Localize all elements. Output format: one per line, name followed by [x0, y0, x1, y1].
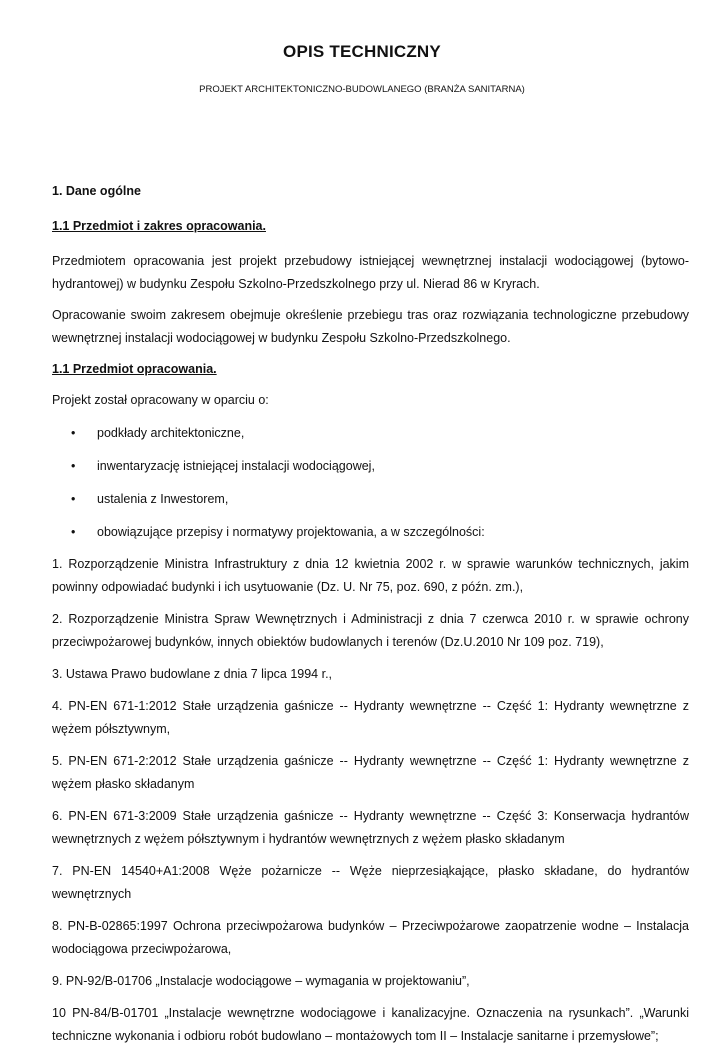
- bullet-glyph: •: [71, 426, 76, 440]
- list-item-text: ustalenia z Inwestorem,: [97, 492, 229, 506]
- document-body: [52, 180, 689, 1048]
- paragraph-basis-intro: Projekt został opracowany w oparciu o:: [52, 393, 269, 407]
- document-subtitle: PROJEKT ARCHITEKTONICZNO-BUDOWLANEGO (BRANŻA SANITARNA): [199, 84, 525, 95]
- list-item: [52, 455, 689, 478]
- regulation-item: 10 PN-84/B-01701 „Instalacje wewnętrzne wodociągowe i kanalizacyjne. Oznaczenia na rysunkach”. „Warunki techniczne wykonania i odbioru robót budowlano – montażowych tom II – Instalacje sanitarne i przemysłowe”;: [52, 1006, 689, 1043]
- paragraph-subject: Przedmiotem opracowania jest projekt przebudowy istniejącej wewnętrznej instalacji wodociągowej (bytowo-hydrantowej) w budynku Zespołu Szkolno-Przedszkolnego przy ul. Nierad 86 w Kryrach.: [52, 254, 689, 291]
- list-item: [52, 422, 689, 445]
- basis-list: [52, 422, 689, 544]
- bullet-glyph: •: [71, 492, 76, 506]
- list-item-text: podkłady architektoniczne,: [97, 426, 245, 440]
- list-item-text: obowiązujące przepisy i normatywy projektowania, a w szczególności:: [97, 525, 485, 539]
- list-item: [52, 488, 689, 511]
- regulation-item: 9. PN-92/B-01706 „Instalacje wodociągowe – wymagania w projektowaniu”,: [52, 974, 470, 988]
- paragraph-scope: Opracowanie swoim zakresem obejmuje określenie przebiegu tras oraz rozwiązania technologiczne przebudowy wewnętrznej instalacji wodociągowej w budynku Zespołu Szkolno-Przedszkolnego.: [52, 308, 689, 345]
- regulation-item: 6. PN-EN 671-3:2009 Stałe urządzenia gaśnicze -- Hydranty wewnętrzne -- Część 3: Konserwacja hydrantów wewnętrznych z wężem półsztywnym i hydrantów wewnętrznych z wężem płasko składanym: [52, 809, 689, 846]
- regulation-item: 3. Ustawa Prawo budowlane z dnia 7 lipca 1994 r.,: [52, 667, 333, 681]
- subsection-heading-scope: 1.1 Przedmiot i zakres opracowania.: [52, 219, 266, 233]
- bullet-glyph: •: [71, 525, 76, 539]
- regulation-item: 7. PN-EN 14540+A1:2008 Węże pożarnicze -- Węże nieprzesiąkające, płasko składane, do hydrantów wewnętrznych: [52, 864, 689, 901]
- list-item: [52, 521, 689, 544]
- document-title: OPIS TECHNICZNY: [283, 42, 441, 61]
- subsection-heading-subject: 1.1 Przedmiot opracowania.: [52, 362, 217, 376]
- regulation-item: 1. Rozporządzenie Ministra Infrastruktury z dnia 12 kwietnia 2002 r. w sprawie warunków technicznych, jakim powinny odpowiadać budynki i ich usytuowanie (Dz. U. Nr 75, poz. 690, z późn. zm.),: [52, 557, 689, 594]
- regulation-item: 4. PN-EN 671-1:2012 Stałe urządzenia gaśnicze -- Hydranty wewnętrzne -- Część 1: Hydranty wewnętrzne z wężem półsztywnym,: [52, 699, 689, 736]
- regulation-item: 5. PN-EN 671-2:2012 Stałe urządzenia gaśnicze -- Hydranty wewnętrzne -- Część 1: Hydranty wewnętrzne z wężem płasko składanym: [52, 754, 689, 791]
- regulation-item: 2. Rozporządzenie Ministra Spraw Wewnętrznych i Administracji z dnia 7 czerwca 2010 r. w sprawie ochrony przeciwpożarowej budynków, innych obiektów budowlanych i terenów (Dz.U.2010 Nr 109 poz. 719),: [52, 612, 689, 649]
- regulation-item: 8. PN-B-02865:1997 Ochrona przeciwpożarowa budynków – Przeciwpożarowe zaopatrzenie wodne – Instalacja wodociągowa przeciwpożarowa,: [52, 919, 689, 956]
- bullet-glyph: •: [71, 459, 76, 473]
- list-item-text: inwentaryzację istniejącej instalacji wodociągowej,: [97, 459, 375, 473]
- section-heading: 1. Dane ogólne: [52, 184, 141, 198]
